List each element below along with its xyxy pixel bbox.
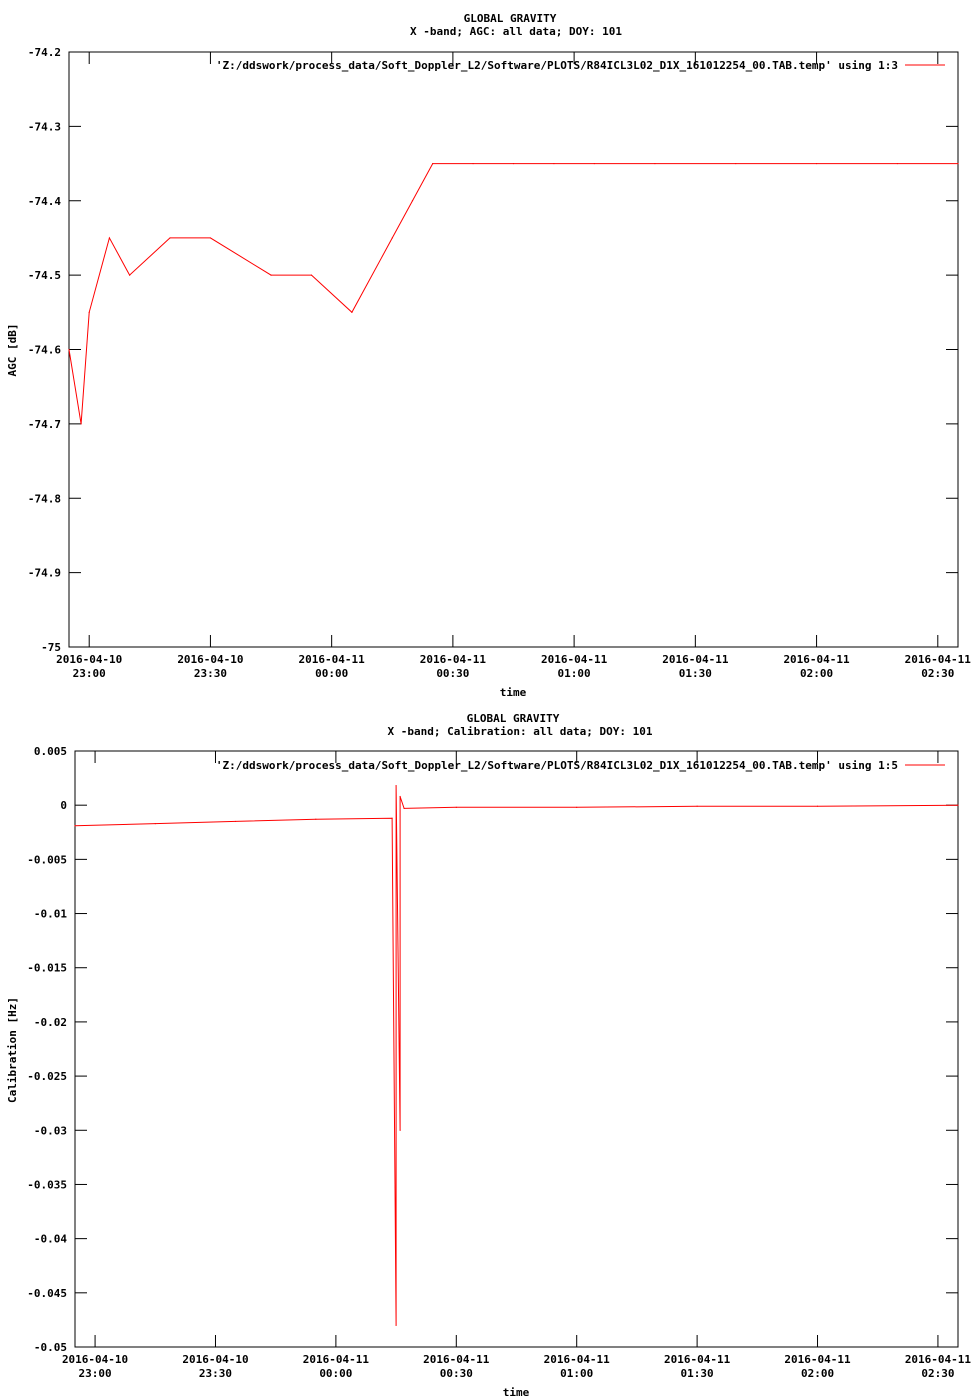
data-point — [816, 163, 817, 164]
chart-title: GLOBAL GRAVITY — [466, 712, 560, 725]
data-point — [89, 312, 90, 313]
y-tick-label: 0 — [60, 799, 67, 813]
x-tick-date-label: 2016-04-11 — [540, 653, 608, 666]
data-point — [311, 275, 312, 276]
legend-label: 'Z:/ddswork/process_data/Soft_Doppler_L2/Software/PLOTS/R84ICL3L02_D1X_161012254_00.TAB.temp' using 1:5 — [215, 759, 898, 772]
y-tick-label: -0.045 — [27, 1286, 67, 1300]
data-point — [957, 805, 958, 806]
x-tick-time-label: 01:30 — [680, 1367, 714, 1380]
data-point — [553, 163, 554, 164]
data-point — [351, 312, 352, 313]
data-point — [315, 819, 316, 820]
x-tick-date-label: 2016-04-11 — [784, 1353, 851, 1366]
data-point — [594, 163, 595, 164]
y-tick-label: -74.6 — [27, 343, 61, 357]
y-tick-label: -74.2 — [27, 46, 61, 59]
data-point — [576, 807, 577, 808]
y-tick-label: -0.05 — [33, 1341, 67, 1354]
data-point — [735, 163, 736, 164]
data-point — [392, 237, 393, 238]
plot-frame — [75, 751, 958, 1347]
y-tick-label: -0.04 — [33, 1232, 67, 1246]
x-tick-date-label: 2016-04-10 — [177, 653, 244, 666]
data-point — [129, 275, 130, 276]
data-point — [897, 163, 898, 164]
chart-subtitle: X -band; AGC: all data; DOY: 101 — [410, 25, 622, 38]
x-tick-date-label: 2016-04-11 — [663, 1353, 731, 1366]
x-tick-time-label: 23:30 — [198, 1367, 233, 1380]
data-point — [270, 275, 271, 276]
x-tick-date-label: 2016-04-11 — [543, 1353, 610, 1366]
x-tick-time-label: 23:30 — [193, 667, 227, 680]
y-tick-label: -0.015 — [27, 961, 67, 975]
x-tick-time-label: 23:00 — [78, 1367, 112, 1380]
x-tick-time-label: 00:00 — [315, 667, 349, 680]
data-point — [68, 349, 69, 350]
y-tick-label: -0.005 — [27, 853, 67, 867]
data-point — [817, 806, 818, 807]
data-point — [74, 825, 75, 826]
data-point — [697, 806, 698, 807]
x-tick-date-label: 2016-04-11 — [302, 1353, 370, 1366]
x-tick-time-label: 00:30 — [436, 667, 470, 680]
x-tick-time-label: 02:30 — [921, 667, 955, 680]
data-point — [169, 237, 170, 238]
x-tick-date-label: 2016-04-11 — [904, 653, 971, 666]
y-tick-label: -74.4 — [27, 194, 61, 208]
y-tick-label: -74.8 — [27, 492, 61, 506]
y-axis-label: AGC [dB] — [6, 323, 19, 377]
y-tick-label: -0.02 — [33, 1015, 67, 1029]
series-line — [69, 164, 958, 424]
x-tick-time-label: 01:00 — [560, 1367, 594, 1380]
x-tick-date-label: 2016-04-10 — [61, 1353, 129, 1366]
y-tick-label: -0.03 — [33, 1124, 67, 1138]
data-point — [235, 821, 236, 822]
x-tick-time-label: 00:00 — [319, 1367, 353, 1380]
data-point — [404, 808, 405, 809]
data-point — [155, 823, 156, 824]
data-point — [513, 163, 514, 164]
x-tick-date-label: 2016-04-11 — [419, 653, 487, 666]
x-tick-time-label: 01:00 — [557, 667, 591, 680]
data-point — [391, 818, 392, 819]
legend-label: 'Z:/ddswork/process_data/Soft_Doppler_L2/Software/PLOTS/R84ICL3L02_D1X_161012254_00.TAB.temp' using 1:3 — [215, 59, 898, 72]
data-point — [109, 237, 110, 238]
x-axis-label: time — [499, 686, 527, 699]
x-tick-time-label: 23:00 — [72, 667, 106, 680]
y-tick-label: -0.025 — [27, 1070, 67, 1084]
data-point — [957, 163, 958, 164]
x-tick-time-label: 02:00 — [800, 1367, 835, 1380]
x-tick-time-label: 00:30 — [439, 1367, 473, 1380]
y-tick-label: -0.01 — [33, 907, 67, 921]
data-point — [472, 163, 473, 164]
data-point — [456, 807, 457, 808]
data-point — [654, 163, 655, 164]
data-point — [81, 423, 82, 424]
x-tick-date-label: 2016-04-11 — [783, 653, 850, 666]
data-point — [210, 237, 211, 238]
x-tick-date-label: 2016-04-11 — [662, 653, 729, 666]
y-tick-label: 0.005 — [33, 745, 67, 758]
y-axis-label: Calibration [Hz] — [6, 997, 19, 1103]
x-tick-date-label: 2016-04-11 — [904, 1353, 972, 1366]
data-point — [395, 1325, 396, 1326]
x-tick-time-label: 01:30 — [678, 667, 712, 680]
x-tick-time-label: 02:30 — [921, 1367, 955, 1380]
agc-chart — [6, 12, 971, 699]
x-tick-time-label: 02:00 — [800, 667, 834, 680]
calibration-chart — [6, 712, 971, 1399]
data-point — [400, 1130, 401, 1131]
x-axis-label: time — [502, 1386, 530, 1399]
y-tick-label: -74.3 — [27, 120, 61, 134]
x-tick-date-label: 2016-04-11 — [298, 653, 365, 666]
data-point — [412, 200, 413, 201]
x-tick-date-label: 2016-04-10 — [182, 1353, 249, 1366]
y-tick-label: -0.035 — [27, 1178, 67, 1192]
y-tick-label: -74.7 — [27, 417, 61, 431]
series-line — [75, 786, 958, 1326]
y-tick-label: -74.5 — [27, 269, 61, 283]
data-point — [400, 796, 401, 797]
x-tick-date-label: 2016-04-10 — [56, 653, 123, 666]
chart-title: GLOBAL GRAVITY — [463, 12, 557, 25]
y-tick-label: -74.9 — [27, 566, 61, 580]
data-point — [432, 163, 433, 164]
plot-frame — [69, 52, 958, 647]
y-tick-label: -75 — [41, 641, 61, 654]
chart-subtitle: X -band; Calibration: all data; DOY: 101 — [387, 725, 653, 738]
data-point — [395, 785, 396, 786]
x-tick-date-label: 2016-04-11 — [423, 1353, 490, 1366]
